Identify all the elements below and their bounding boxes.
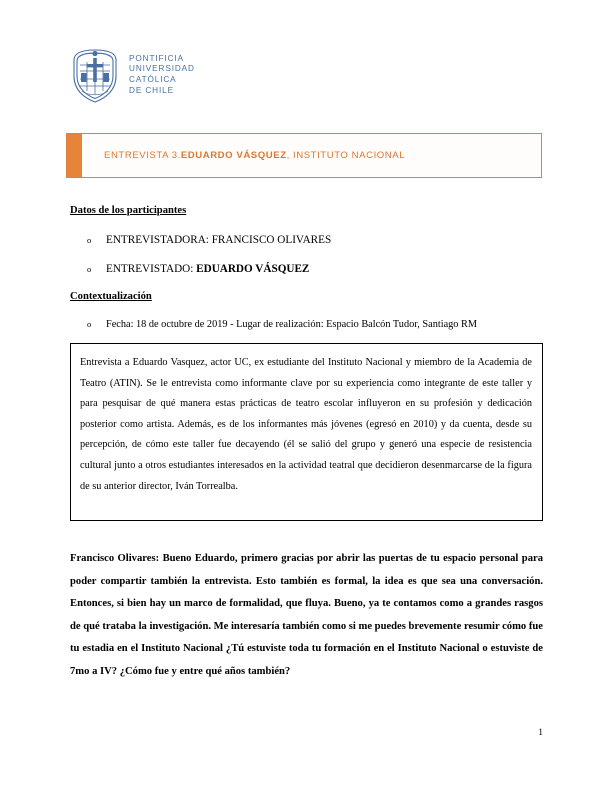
interviewer-entry: [106, 234, 331, 246]
university-crest-icon: [70, 46, 120, 104]
university-name-line-4: DE CHILE: [129, 85, 174, 95]
university-name-line-3: CATÓLICA: [129, 75, 177, 84]
interview-description-box: [70, 343, 543, 521]
interview-opening-question: Francisco Olivares: Bueno Eduardo, primero gracias por abrir las puertas de tu espacio personal para poder compartir también la entrevista. Esto también es formal, la idea es que sea una conversación. Entonces, si bien hay un marco de formalidad, que fluya. Bueno, ya te contamos como a grandes rasgos de qué trataba la investigación. Me interesaría también como si me puedes brevemente resumir cómo fue tu estadia en el Instituto Nacional ¿Tú estuviste toda tu formación en el Instituto Nacional o estuviste de 7mo a IV? ¿Cómo fue y entre qué años también?: [70, 553, 543, 677]
banner-accent-bar: [67, 134, 82, 177]
context-list-item: [70, 319, 477, 330]
participant-list-item: [70, 234, 331, 246]
interviewee-value: EDUARDO VÁSQUEZ: [196, 263, 310, 275]
banner-title-name: EDUARDO VÁSQUEZ: [180, 150, 287, 161]
participants-heading: Datos de los participantes: [70, 205, 187, 216]
interview-description-text: Entrevista a Eduardo Vasquez, actor UC, ex estudiante del Instituto Nacional y miembro de la Academia de Teatro (ATIN). Se le entrevista como informante clave por su experiencia como integrante de este taller y para pesquisar de qué manera estas prácticas de teatro escolar influyeron en su profesión y dedicación posterior como artista. Además, es de los informantes más jóvenes (egresó en 2010) y da cuenta, desde su percepción, de cómo este taller fue decayendo (él se salió del grupo y generó una especie de resistencia cultural junto a otros estudiantes interesados en la actividad teatral que decidieron desenmarcarse de la figura de su anterior director, Iván Torrealba.: [80, 357, 532, 492]
interviewer-value: FRANCISCO OLIVARES: [211, 234, 332, 246]
letterhead: [70, 46, 195, 104]
page-number: 1: [538, 728, 543, 738]
circle-bullet-icon: o: [87, 235, 92, 245]
university-name: [129, 54, 195, 96]
university-name-line-1: PONTIFICIA: [129, 53, 184, 63]
university-name-line-2: UNIVERSIDAD: [129, 64, 195, 74]
circle-bullet-icon: o: [87, 264, 92, 274]
participant-list-item: [70, 263, 309, 275]
banner-title-prefix: ENTREVISTA 3.: [104, 150, 181, 161]
banner-title: [82, 134, 541, 177]
interviewer-label: ENTREVISTADORA:: [106, 234, 212, 246]
banner-title-suffix: , INSTITUTO NACIONAL: [286, 150, 406, 161]
interview-title-banner: [66, 133, 542, 178]
context-heading: Contextualización: [70, 291, 152, 302]
interviewee-label: ENTREVISTADO:: [106, 263, 197, 275]
circle-bullet-icon: o: [87, 319, 92, 329]
context-date-location: Fecha: 18 de octubre de 2019 - Lugar de realización: Espacio Balcón Tudor, Santiago RM: [106, 319, 478, 330]
interviewee-entry: [106, 263, 309, 275]
